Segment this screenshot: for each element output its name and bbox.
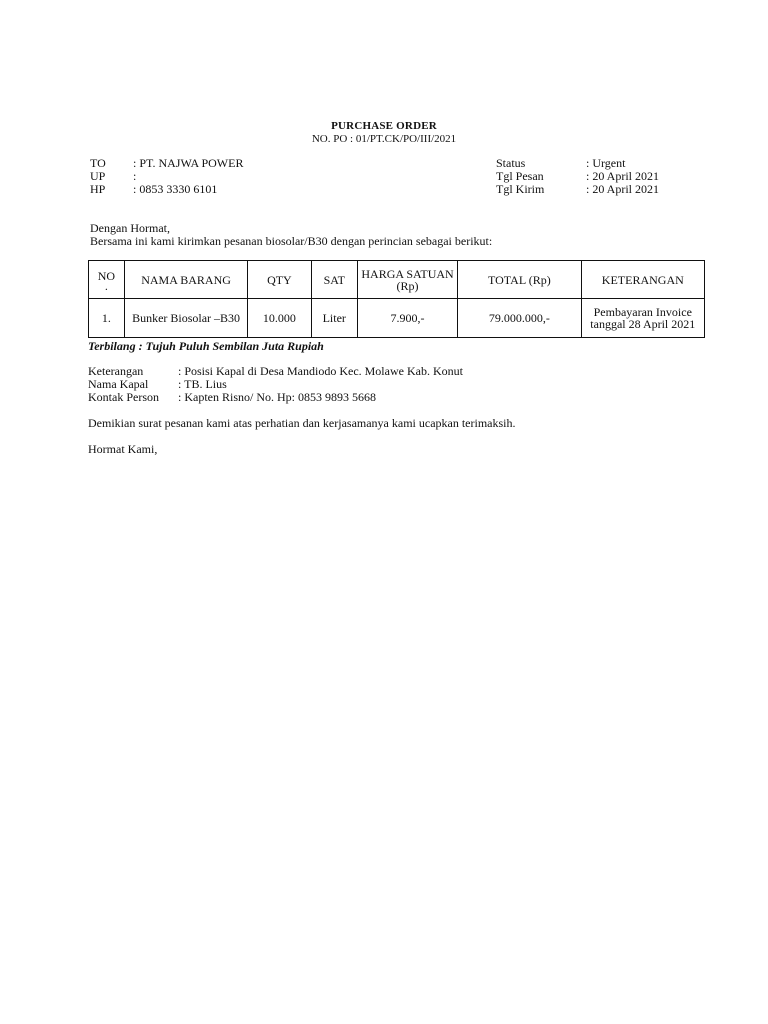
cell-keterangan: Pembayaran Invoice tanggal 28 April 2021 bbox=[581, 299, 704, 338]
recipient-up-label: UP bbox=[90, 169, 106, 183]
recipient-hp-value: : 0853 3330 6101 bbox=[133, 182, 218, 196]
recipient-to-value: : PT. NAJWA POWER bbox=[133, 156, 244, 170]
order-date-value: : 20 April 2021 bbox=[586, 169, 660, 183]
detail-kontak-label: Kontak Person bbox=[88, 390, 159, 404]
detail-nama-kapal-value: : TB. Lius bbox=[178, 377, 227, 391]
intro-text: Bersama ini kami kirimkan pesanan biosolar/B30 dengan perincian sebagai berikut: bbox=[90, 234, 493, 248]
detail-keterangan-value: : Posisi Kapal di Desa Mandiodo Kec. Molawe Kab. Konut bbox=[178, 364, 463, 378]
greeting: Dengan Hormat, bbox=[90, 221, 170, 235]
detail-keterangan-label: Keterangan bbox=[88, 364, 144, 378]
signoff: Hormat Kami, bbox=[88, 442, 158, 456]
order-date-label: Tgl Pesan bbox=[496, 169, 544, 183]
header-total: TOTAL (Rp) bbox=[458, 261, 581, 299]
document-title: PURCHASE ORDER bbox=[331, 120, 437, 132]
cell-total: 79.000.000,- bbox=[458, 299, 581, 338]
header-harga-satuan: HARGA SATUAN (Rp) bbox=[357, 261, 457, 299]
amount-in-words: Terbilang : Tujuh Puluh Sembilan Juta Rupiah bbox=[88, 339, 324, 353]
header-no-dot: . bbox=[104, 278, 108, 293]
header-keterangan: KETERANGAN bbox=[581, 261, 704, 299]
recipient-up-value: : bbox=[133, 169, 137, 183]
cell-nama-barang: Bunker Biosolar –B30 bbox=[124, 299, 247, 338]
header-sat: SAT bbox=[311, 261, 357, 299]
status-value: : Urgent bbox=[586, 156, 626, 170]
detail-nama-kapal-label: Nama Kapal bbox=[88, 377, 149, 391]
closing-text: Demikian surat pesanan kami atas perhatian dan kerjasamanya kami ucapkan terimaksih. bbox=[88, 416, 516, 430]
recipient-hp-label: HP bbox=[90, 182, 106, 196]
detail-kontak-value: : Kapten Risno/ No. Hp: 0853 9893 5668 bbox=[178, 390, 376, 404]
header-qty: QTY bbox=[248, 261, 311, 299]
cell-sat: Liter bbox=[311, 299, 357, 338]
header-no bbox=[89, 261, 125, 299]
po-number: NO. PO : 01/PT.CK/PO/III/2021 bbox=[311, 133, 457, 145]
cell-harga-satuan: 7.900,- bbox=[357, 299, 457, 338]
status-label: Status bbox=[496, 156, 526, 170]
ship-date-label: Tgl Kirim bbox=[496, 182, 545, 196]
header-no-text: NO bbox=[97, 268, 116, 283]
table-row bbox=[89, 299, 705, 338]
ship-date-value: : 20 April 2021 bbox=[586, 182, 660, 196]
order-table bbox=[88, 260, 705, 338]
cell-qty: 10.000 bbox=[248, 299, 311, 338]
table-header-row bbox=[89, 261, 705, 299]
cell-no: 1. bbox=[89, 299, 125, 338]
header-nama-barang: NAMA BARANG bbox=[124, 261, 247, 299]
recipient-to-label: TO bbox=[90, 156, 106, 170]
